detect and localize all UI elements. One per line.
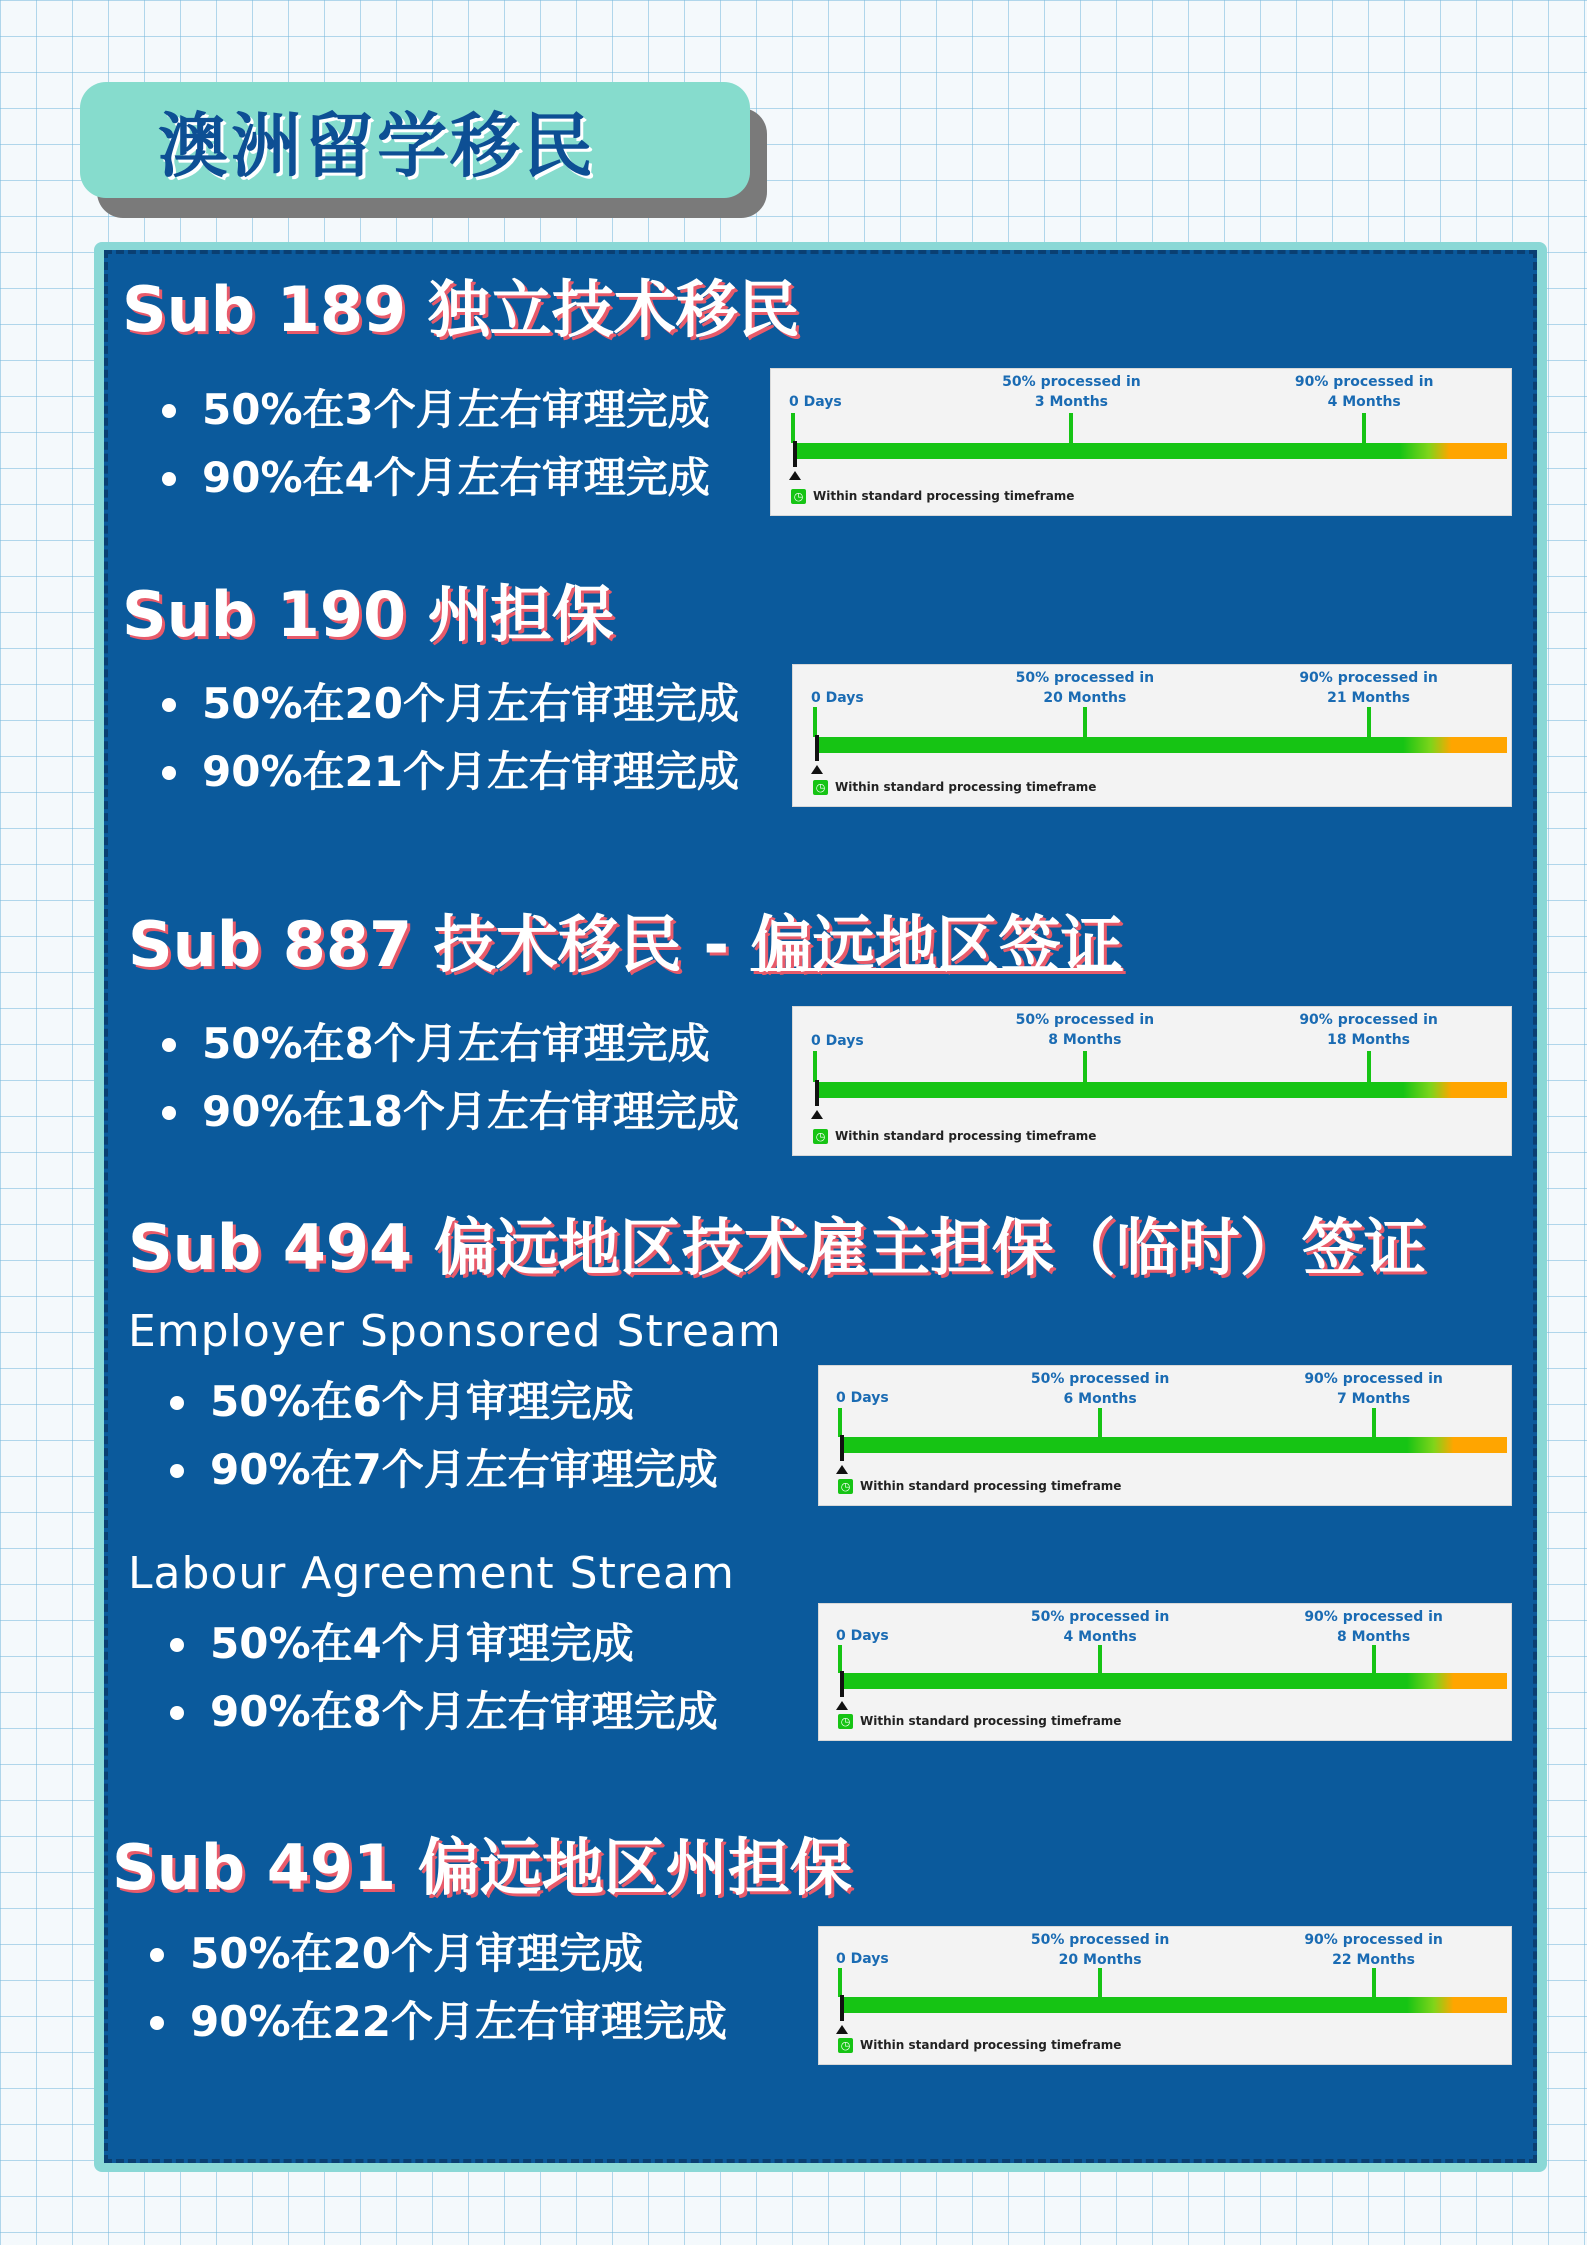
timeline-p90-label [1299,1010,1438,1050]
timeline-start-tick [838,1408,842,1437]
bullet-list-190 [158,670,739,806]
title-banner [80,82,750,198]
timeline-p90-caption: 90% processed in [1304,1609,1443,1625]
bullet-list-491 [146,1920,727,2056]
timeline-p90-label [1299,668,1438,708]
timeline-p50-tick [1083,1051,1087,1082]
timeline-p90-label [1304,1369,1443,1409]
timeline-p50-label [1031,1930,1170,1970]
timeline-start-label: 0 Days [811,690,864,706]
timeline-p50-label [1016,1010,1155,1050]
timeline-start-label: 0 Days [836,1628,889,1644]
bullet-item: 90%在4个月左右审理完成 [158,444,710,512]
timeline-p90-value: 7 Months [1337,1391,1411,1407]
bullet-list-494-employer [166,1368,718,1504]
timeline-progress-bar [815,1082,1507,1098]
timeline-start-label: 0 Days [836,1390,889,1406]
timeline-current-marker [840,1435,844,1461]
timeline-p90-value: 18 Months [1327,1032,1411,1048]
timeline-p90-value: 21 Months [1327,690,1411,706]
clock-icon: ◷ [813,1129,828,1144]
timeline-p50-tick [1098,1968,1102,1997]
timeline-arrow-icon [836,1465,848,1474]
clock-icon: ◷ [838,1479,853,1494]
bullet-item: 90%在22个月左右审理完成 [146,1988,727,2056]
timeline-p50-value: 8 Months [1048,1032,1122,1048]
section-heading-491: Sub 491 偏远地区州担保 [112,1831,852,1904]
timeline-start-label: 0 Days [811,1033,864,1049]
timeline-start-tick [838,1645,842,1673]
timeline-p90-caption: 90% processed in [1299,1012,1438,1028]
timeline-arrow-icon [836,2025,848,2034]
timeline-start-tick [838,1968,842,1997]
timeline-p50-label [1016,668,1155,708]
clock-icon: ◷ [813,780,828,795]
timeline-arrow-icon [811,765,823,774]
timeline-p90-caption: 90% processed in [1299,670,1438,686]
timeline-p90-label [1295,372,1434,412]
timeline-p50-caption: 50% processed in [1030,1371,1170,1387]
processing-timeline [770,368,1512,516]
timeline-current-marker [793,441,797,467]
bullet-list-189 [158,376,710,512]
section-heading-189: Sub 189 独立技术移民 [122,273,800,346]
timeline-current-marker [840,1995,844,2021]
bullet-list-494-labour [166,1610,718,1746]
clock-icon: ◷ [838,2038,853,2053]
timeline-p90-caption: 90% processed in [1304,1932,1443,1948]
timeline-arrow-icon [811,1110,823,1119]
timeline-p50-caption: 50% processed in [1015,1012,1155,1028]
timeline-progress-bar [793,443,1507,459]
page-title: 澳洲留学移民 [158,104,596,187]
bullet-item: 90%在18个月左右审理完成 [158,1078,739,1146]
timeline-current-marker [815,735,819,761]
timeline-p50-tick [1083,707,1087,737]
clock-icon: ◷ [838,1714,853,1729]
heading-underlined-text: 偏远地区签证 [750,908,1123,981]
timeline-start-tick [813,1051,817,1082]
timeline-progress-bar [815,737,1507,753]
timeline-progress-bar [840,1673,1507,1689]
timeline-p90-value: 8 Months [1337,1629,1411,1645]
timeline-p90-caption: 90% processed in [1304,1371,1443,1387]
timeline-status-text: Within standard processing timeframe [835,1129,1097,1143]
timeline-p50-value: 20 Months [1043,690,1127,706]
stream-label-employer: Employer Sponsored Stream [128,1306,782,1357]
timeline-p50-label [1031,1369,1170,1409]
timeline-p50-tick [1098,1408,1102,1437]
timeline-p90-tick [1372,1968,1376,1997]
section-heading-494: Sub 494 偏远地区技术雇主担保（临时）签证 [128,1211,1426,1284]
bullet-item: 50%在4个月审理完成 [166,1610,718,1678]
timeline-status-text: Within standard processing timeframe [813,489,1075,503]
processing-timeline [818,1603,1512,1741]
processing-timeline [792,1006,1512,1156]
stream-label-labour: Labour Agreement Stream [128,1548,735,1599]
timeline-status-text: Within standard processing timeframe [860,2038,1122,2052]
timeline-p50-caption: 50% processed in [1002,374,1141,390]
timeline-p50-label [1031,1607,1170,1647]
section-heading-887 [128,895,1123,984]
bullet-item: 50%在20个月审理完成 [146,1920,727,1988]
bullet-item: 50%在8个月左右审理完成 [158,1010,739,1078]
timeline-p50-value: 3 Months [1034,394,1109,410]
timeline-p90-label [1304,1930,1443,1970]
bullet-item: 50%在20个月左右审理完成 [158,670,739,738]
timeline-p90-tick [1362,413,1366,443]
timeline-p50-tick [1098,1645,1102,1673]
timeline-current-marker [815,1080,819,1106]
bullet-item: 90%在8个月左右审理完成 [166,1678,718,1746]
timeline-p50-caption: 50% processed in [1015,670,1155,686]
timeline-start-tick [813,707,817,737]
timeline-status-text: Within standard processing timeframe [860,1714,1122,1728]
timeline-p90-label [1304,1607,1443,1647]
timeline-start-tick [791,413,795,443]
timeline-p90-tick [1367,707,1371,737]
timeline-p90-caption: 90% processed in [1294,374,1434,390]
timeline-start-label: 0 Days [836,1951,889,1967]
timeline-p50-caption: 50% processed in [1030,1609,1170,1625]
timeline-current-marker [840,1671,844,1697]
timeline-p50-value: 20 Months [1058,1952,1142,1968]
timeline-progress-bar [840,1997,1507,2013]
processing-timeline [792,664,1512,807]
bullet-item: 50%在3个月左右审理完成 [158,376,710,444]
timeline-p90-tick [1372,1408,1376,1437]
heading-text: Sub 887 技术移民 - [128,908,751,981]
bullet-list-887 [158,1010,739,1146]
timeline-p50-value: 4 Months [1063,1629,1137,1645]
clock-icon: ◷ [791,489,806,504]
timeline-p90-tick [1367,1051,1371,1082]
timeline-p90-value: 22 Months [1332,1952,1416,1968]
bullet-item: 90%在21个月左右审理完成 [158,738,739,806]
processing-timeline [818,1365,1512,1506]
timeline-progress-bar [840,1437,1507,1453]
timeline-status-text: Within standard processing timeframe [835,780,1097,794]
timeline-p90-value: 4 Months [1327,394,1401,410]
timeline-arrow-icon [789,471,801,480]
timeline-p50-value: 6 Months [1063,1391,1137,1407]
processing-timeline [818,1926,1512,2065]
bullet-item: 50%在6个月审理完成 [166,1368,718,1436]
bullet-item: 90%在7个月左右审理完成 [166,1436,718,1504]
timeline-p50-tick [1069,413,1073,443]
timeline-p90-tick [1372,1645,1376,1673]
timeline-p50-label [1002,372,1141,412]
timeline-p50-caption: 50% processed in [1030,1932,1170,1948]
timeline-start-label: 0 Days [789,394,842,410]
section-heading-190: Sub 190 州担保 [122,578,614,651]
timeline-arrow-icon [836,1701,848,1710]
timeline-status-text: Within standard processing timeframe [860,1479,1122,1493]
